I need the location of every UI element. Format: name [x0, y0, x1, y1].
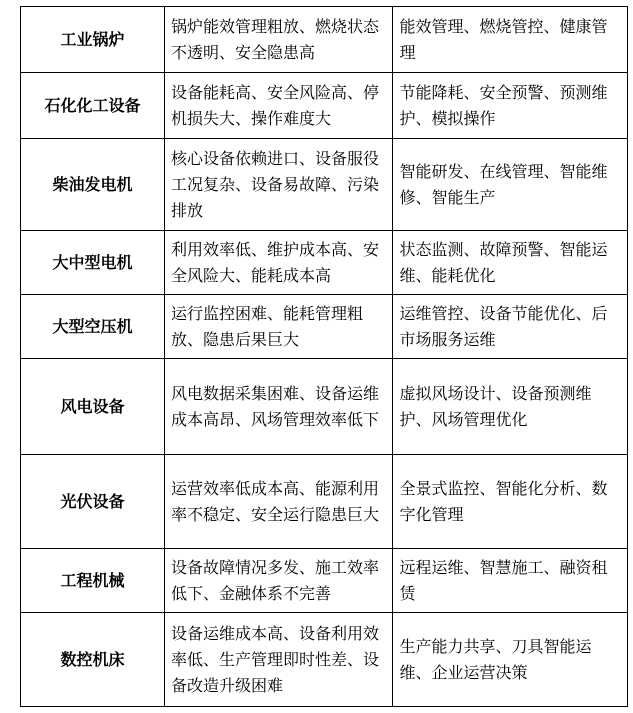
table-row	[21, 359, 628, 455]
pain-points-cell: 设备运维成本高、设备利用效率低、生产管理即时性差、设备改造升级困难	[164, 613, 393, 707]
pain-points-cell: 锅炉能效管理粗放、燃烧状态不透明、安全隐患高	[164, 7, 393, 73]
value-cell: 虚拟风场设计、设备预测维护、风场管理优化	[393, 359, 628, 455]
equipment-cell: 柴油发电机	[21, 139, 165, 231]
equipment-cell: 工业锅炉	[21, 7, 165, 73]
equipment-table	[20, 6, 628, 707]
table-row	[21, 613, 628, 707]
value-cell: 生产能力共享、刀具智能运维、企业运营决策	[393, 613, 628, 707]
value-cell: 远程运维、智慧施工、融资租赁	[393, 549, 628, 613]
table-row	[21, 231, 628, 295]
pain-points-cell: 运营效率低成本高、能源利用率不稳定、安全运行隐患巨大	[164, 455, 393, 549]
pain-points-cell: 设备能耗高、安全风险高、停机损失大、操作难度大	[164, 73, 393, 139]
equipment-cell: 大型空压机	[21, 295, 165, 359]
equipment-cell: 工程机械	[21, 549, 165, 613]
table-row	[21, 549, 628, 613]
equipment-cell: 石化化工设备	[21, 73, 165, 139]
pain-points-cell: 利用效率低、维护成本高、安全风险大、能耗成本高	[164, 231, 393, 295]
value-cell: 状态监测、故障预警、智能运维、能耗优化	[393, 231, 628, 295]
value-cell: 全景式监控、智能化分析、数字化管理	[393, 455, 628, 549]
table-row	[21, 139, 628, 231]
equipment-cell: 大中型电机	[21, 231, 165, 295]
pain-points-cell: 核心设备依赖进口、设备服役工况复杂、设备易故障、污染排放	[164, 139, 393, 231]
equipment-cell: 光伏设备	[21, 455, 165, 549]
value-cell: 节能降耗、安全预警、预测维护、模拟操作	[393, 73, 628, 139]
value-cell: 能效管理、燃烧管控、健康管理	[393, 7, 628, 73]
pain-points-cell: 运行监控困难、能耗管理粗放、隐患后果巨大	[164, 295, 393, 359]
pain-points-cell: 风电数据采集困难、设备运维成本高昂、风场管理效率低下	[164, 359, 393, 455]
table-row	[21, 7, 628, 73]
value-cell: 智能研发、在线管理、智能维修、智能生产	[393, 139, 628, 231]
equipment-cell: 风电设备	[21, 359, 165, 455]
value-cell: 运维管控、设备节能优化、后市场服务运维	[393, 295, 628, 359]
table-row	[21, 455, 628, 549]
pain-points-cell: 设备故障情况多发、施工效率低下、金融体系不完善	[164, 549, 393, 613]
table-row	[21, 295, 628, 359]
equipment-cell: 数控机床	[21, 613, 165, 707]
table-row	[21, 73, 628, 139]
